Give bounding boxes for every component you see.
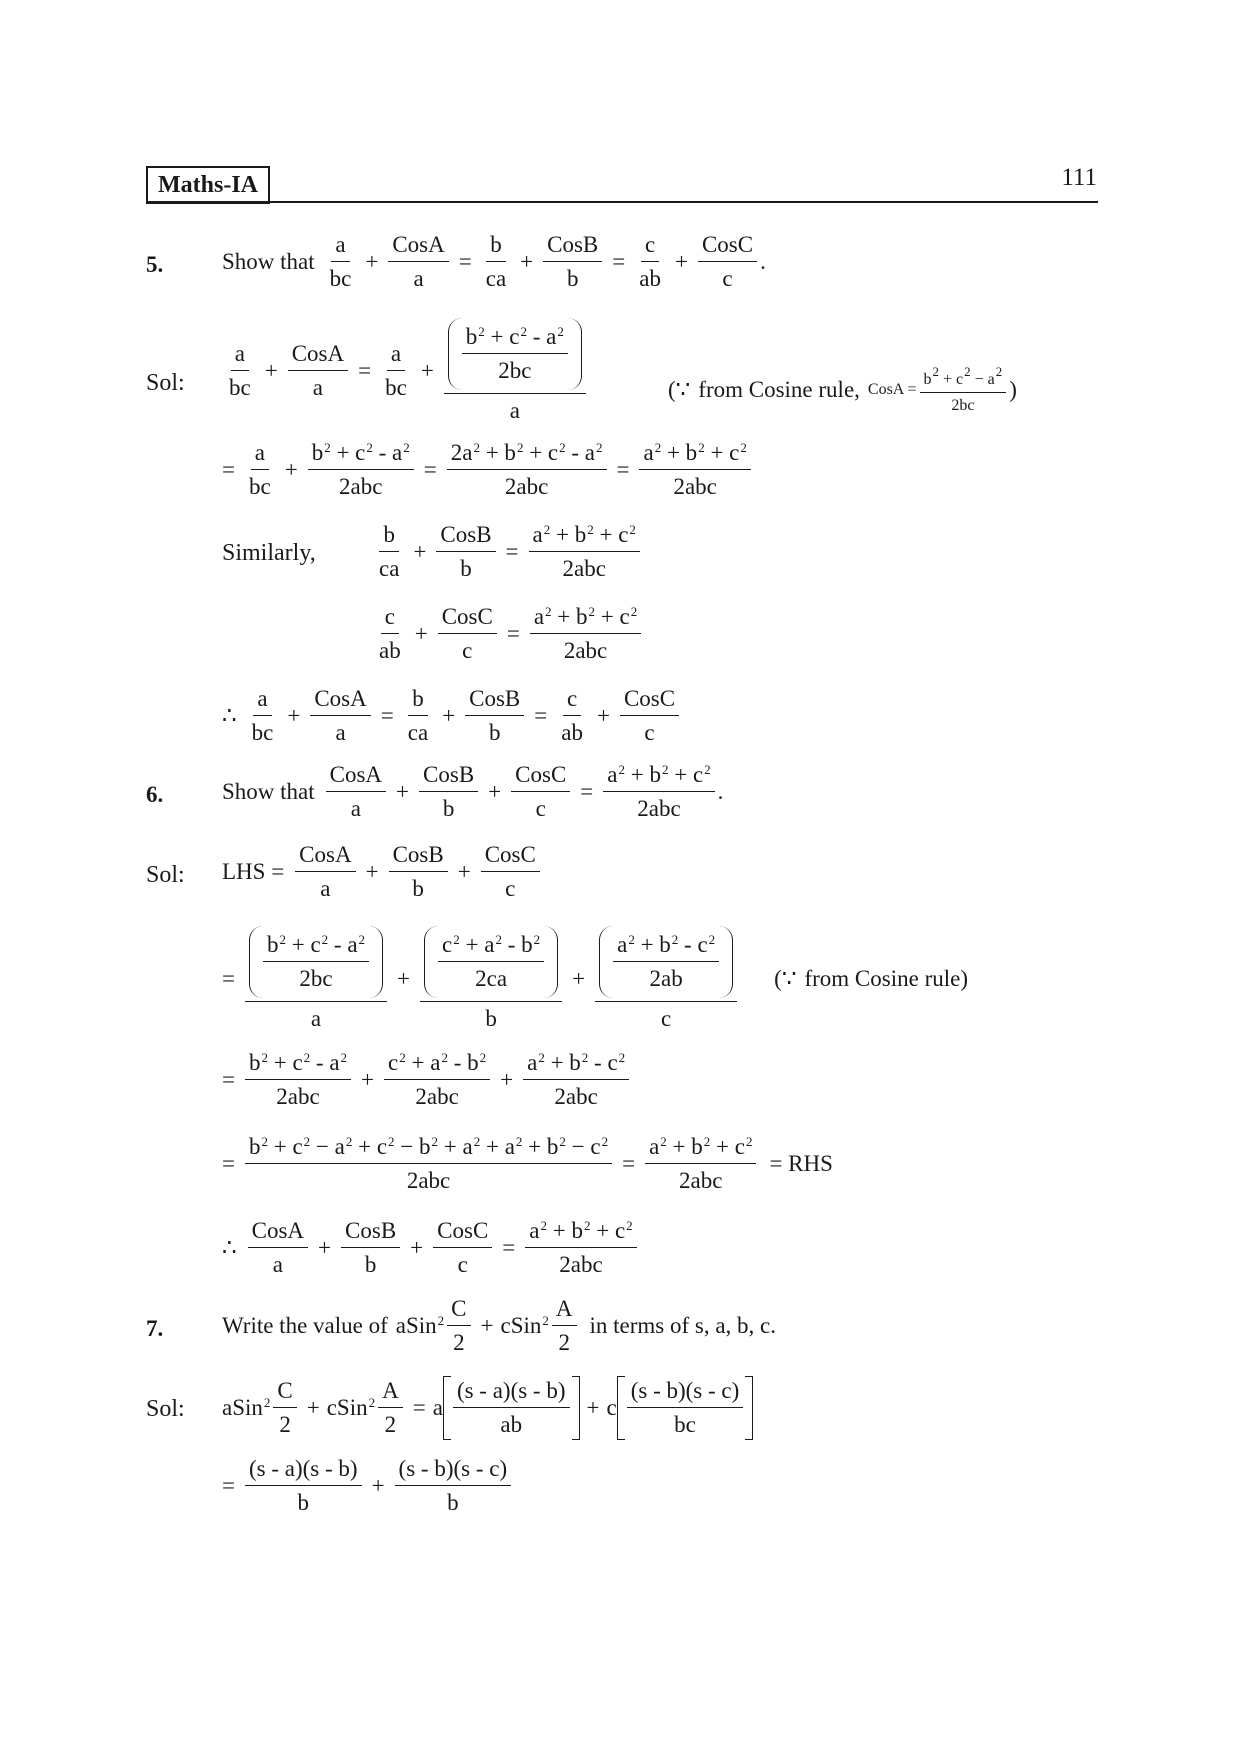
header-title: Maths-IA: [146, 166, 270, 204]
question-5-sol-label: Sol:: [146, 370, 185, 396]
question-7-sol-label: Sol:: [146, 1396, 185, 1422]
question-7-step-2: = $\frac{(s - a)(s - b)}{b}$ + $\frac{(s - b)(s - c)}{b}$: [222, 1456, 514, 1516]
question-5-number: 5.: [146, 252, 164, 277]
question-7-statement: Write the value of aSin$^2$ $\frac{C}{2}$ + cSin$^2$ $\frac{A}{2}$ in terms of s, a, b, c.: [222, 1296, 777, 1355]
question-6-step-2: = $\frac{b^2 + c^2 - a^2}{\text{2abc}}$ + $\frac{c^2 + a^2 - b^2}{\text{2abc}}$ + $\frac{a^2 + b^2 - c^2}{\text{2abc}}$: [222, 1050, 632, 1110]
question-6-statement: Show that $\frac{\text{CosA}}{a}$ + $\frac{\text{CosB}}{b}$ + $\frac{\text{CosC}}{c}$ = $\frac{a^2 + b^2 + c^2}{\text{2abc}}$ .: [222, 762, 724, 821]
question-6-lhs: LHS = $\frac{\text{CosA}}{a}$ + $\frac{\text{CosB}}{b}$ + $\frac{\text{CosC}}{c}$: [222, 842, 543, 902]
question-5-conclusion: ∴ $\frac{a}{bc}$ + $\frac{\text{CosA}}{a}$ = $\frac{b}{ca}$ + $\frac{\text{CosB}}{b}$ = $\frac{c}{ab}$ + $\frac{\text{CosC}}{c}$: [222, 686, 682, 746]
question-5-step-3: $\frac{b}{ca}$ + $\frac{\text{CosB}}{b}$ = $\frac{a^2 + b^2 + c^2}{\text{2abc}}$: [372, 522, 643, 582]
question-6-sol-label: Sol:: [146, 862, 185, 888]
question-7-step-1: aSin$^2$ $\frac{C}{2}$ + cSin$^2$ $\frac{A}{2}$ = a $\frac{(s - a)(s - b)}{ab}$ + c $\frac{(s - b)(s - c)}{bc}$: [222, 1376, 753, 1440]
question-5-step-1: $\frac{a}{bc}$ + $\frac{\text{CosA}}{a}$ = $\frac{a}{bc}$ + $\frac{\frac{b^2 + c^2 - a^2}{2bc}}{a}$: [222, 318, 589, 424]
question-6-conclusion: ∴ $\frac{\text{CosA}}{a}$ + $\frac{\text{CosB}}{b}$ + $\frac{\text{CosC}}{c}$ = $\frac{a^2 + b^2 + c^2}{\text{2abc}}$: [222, 1218, 640, 1278]
question-5-step-4: $\frac{c}{ab}$ + $\frac{\text{CosC}}{c}$ = $\frac{a^2 + b^2 + c^2}{\text{2abc}}$: [372, 604, 644, 664]
header-rule: [146, 201, 1098, 203]
question-6-number: 6.: [146, 782, 164, 807]
question-6-step-1: = $\frac{\frac{b^2 + c^2 - a^2}{2bc}}{a}$ + $\frac{\frac{c^2 + a^2 - b^2}{2ca}}{b}$ + $\frac{\frac{a^2 + b^2 - c^2}{2ab}}{c}$ (∵ from Cosine rule): [222, 926, 968, 1032]
question-5-cosine-note: (∵ from Cosine rule, CosA = $\frac{b^2 + c^2 - a^2}{2bc}$ ): [668, 364, 1017, 414]
question-5-statement: Show that $\frac{a}{bc}$ + $\frac{\text{CosA}}{a}$ = $\frac{b}{ca}$ + $\frac{\text{CosB}}{b}$ = $\frac{c}{ab}$ + $\frac{\text{CosC}}{c}$ .: [222, 232, 766, 291]
question-7-number: 7.: [146, 1316, 164, 1341]
question-5-step-2: = $\frac{a}{bc}$ + $\frac{b^2 + c^2 - a^2}{\text{2abc}}$ = $\frac{2a^2 + b^2 + c^2 - a^2}{\text{2abc}}$ = $\frac{a^2 + b^2 + c^2}{\text{2abc}}$: [222, 440, 754, 500]
question-6-step-3: = $\frac{b^2 + c^2 - a^2 + c^2 - b^2 + a^2 + a^2 + b^2 - c^2}{\text{2abc}}$ = $\frac{a^2 + b^2 + c^2}{\text{2abc}}$ = RHS: [222, 1134, 833, 1193]
question-5-similarly: Similarly,: [222, 540, 316, 566]
question-5-prompt: Show that: [222, 249, 315, 274]
page-number: 111: [1061, 164, 1097, 191]
